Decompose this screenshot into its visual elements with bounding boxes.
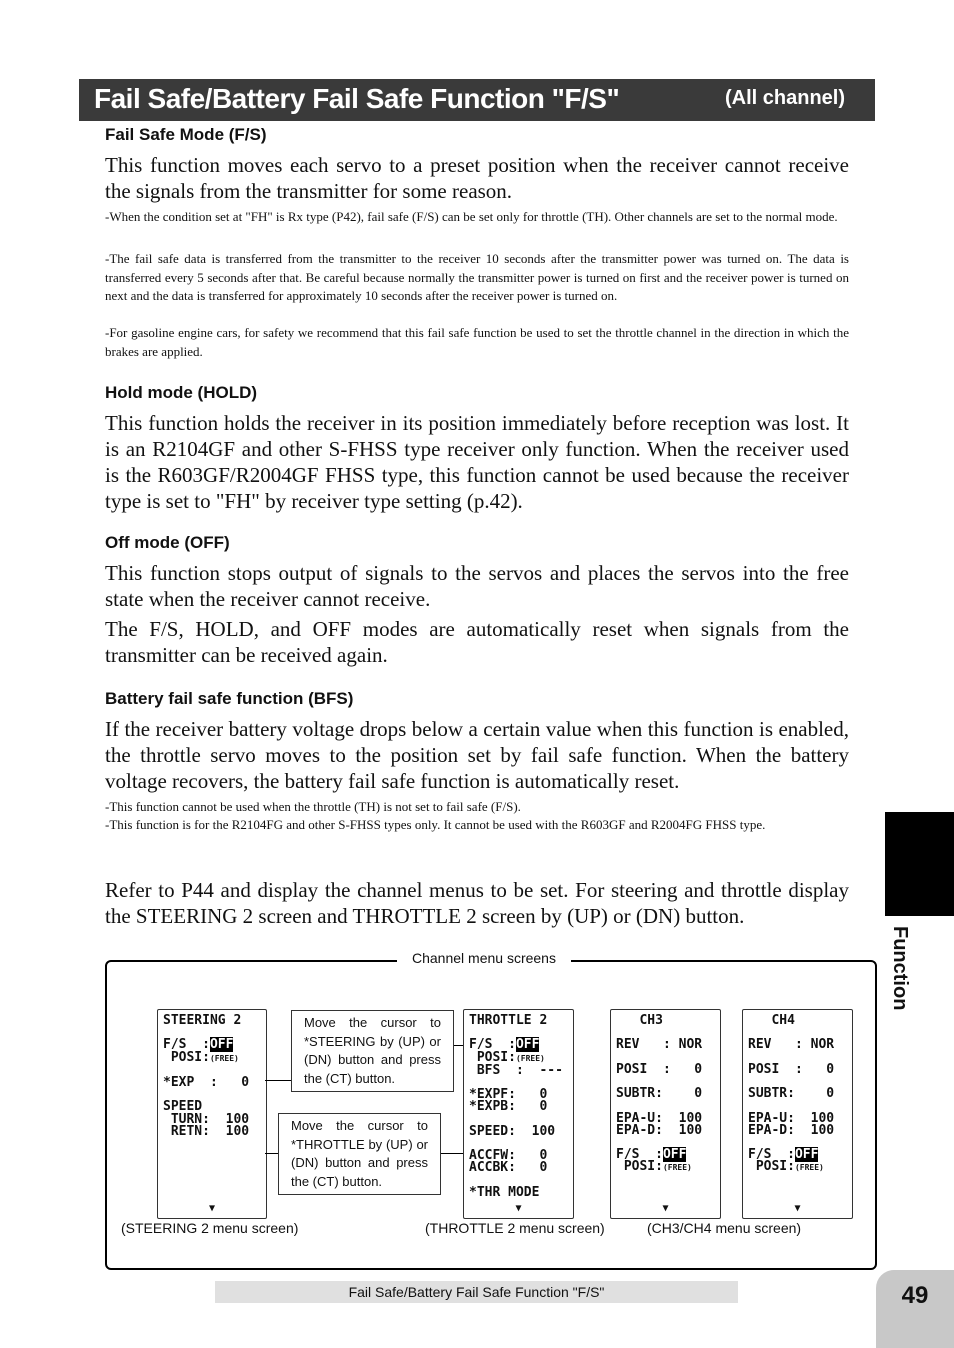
lcd-steering-off: OFF xyxy=(209,1037,234,1053)
lcd-ch3-lines: REV : NOR POSI : 0 SUBTR: 0 EPA-U: 100 EPA-D: 100 xyxy=(616,1037,703,1138)
paragraph-fail-safe: This function moves each servo to a preset position when the receiver cannot receive the signals from the transmitter for some reason. xyxy=(105,153,849,203)
paragraph-bfs: If the receiver battery voltage drops below a certain value when this function is enabled, the throttle servo moves to the position set by fail safe function. When the battery voltage recovers, the battery fail safe function is automatically reset. xyxy=(105,717,849,793)
note-bfs-2: -This function is for the R2104FG and other S-FHSS types only. It cannot be used with the R603GF and R2004FG FHSS type. xyxy=(105,817,766,832)
footer-title: Fail Safe/Battery Fail Safe Function "F/S" xyxy=(215,1281,738,1303)
lcd-ch4-lines: REV : NOR POSI : 0 SUBTR: 0 EPA-U: 100 EPA-D: 100 xyxy=(748,1037,835,1138)
page-number-tab xyxy=(876,1270,954,1348)
lcd-throttle-lines: BFS : --- *EXPF: 0 *EXPB: 0 SPEED: 100 ACCFW: 0 ACCBK: 0 *THR MODE xyxy=(469,1062,563,1200)
lcd-throttle-free: (FREE) xyxy=(515,1053,545,1063)
lcd-steering-fs: F/S : xyxy=(163,1037,210,1053)
heading-off: Off mode (OFF) xyxy=(105,533,230,552)
lcd-steering-posi: POSI: xyxy=(163,1049,210,1065)
lcd-ch3-free: (FREE) xyxy=(662,1163,692,1173)
paragraph-off-1: This function stops output of signals to the servos and places the servos into the free state when the receiver cannot receive. xyxy=(105,561,849,611)
lcd-steering-lines: *EXP : 0 SPEED TURN: 100 RETN: 100 xyxy=(163,1075,250,1139)
note-throttle: Move the cursor to *THROTTLE by (UP) or (DN) button and press the (CT) button. xyxy=(278,1113,441,1195)
title-bar xyxy=(79,79,875,121)
paragraph-refer: Refer to P44 and display the channel menus to be set. For steering and throttle display the STEERING 2 screen and THROTTLE 2 screen by (UP) or (DN) button. xyxy=(105,878,849,928)
lcd-ch4-fs: F/S : xyxy=(748,1147,795,1163)
heading-fail-safe: Fail Safe Mode (F/S) xyxy=(105,125,267,144)
note-fail-safe-3: -For gasoline engine cars, for safety we recommend that this fail safe function be used to set the throttle channel in the direction in which the brakes are applied. xyxy=(105,325,849,359)
paragraph-off-2: The F/S, HOLD, and OFF modes are automatically reset when signals from the transmitter can be received again. xyxy=(105,617,849,667)
lcd-ch3-off: OFF xyxy=(662,1147,687,1163)
lcd-ch4-free: (FREE) xyxy=(794,1163,824,1173)
lcd-steering-free: (FREE) xyxy=(209,1053,239,1063)
note-fail-safe-2: -The fail safe data is transferred from the transmitter to the receiver 10 seconds after the transmitter power was turned on. The data is transferred every 5 seconds after that. Be careful because normally the transmitter power is turned on first and the receiver power is turned on next and the data is transferred for approximately 10 seconds after the receiver power is turned on. xyxy=(105,251,849,303)
lcd-ch4-title: CH4 xyxy=(748,1013,795,1028)
lcd-ch3-posi: POSI: xyxy=(616,1159,663,1175)
page-number: 49 xyxy=(901,1282,929,1309)
heading-hold: Hold mode (HOLD) xyxy=(105,383,258,402)
note-fail-safe-1: -When the condition set at "FH" is Rx type (P42), fail safe (F/S) can be set only for throttle (TH). Other channels are set to the normal mode. xyxy=(105,209,838,224)
figure-caption: Channel menu screens xyxy=(397,950,571,966)
caption-throttle: (THROTTLE 2 menu screen) xyxy=(425,1220,605,1236)
side-tab xyxy=(885,812,954,916)
lcd-throttle-screen xyxy=(463,1009,574,1219)
caption-ch: (CH3/CH4 menu screen) xyxy=(647,1220,802,1236)
scroll-down-icon: ▼ xyxy=(208,1203,216,1214)
lcd-ch4-off: OFF xyxy=(794,1147,819,1163)
lcd-ch3-title: CH3 xyxy=(616,1013,663,1028)
lcd-throttle-posi: POSI: xyxy=(469,1049,516,1065)
page-subtitle: (All channel) xyxy=(724,87,845,109)
lcd-ch3-fs: F/S : xyxy=(616,1147,663,1163)
note-bfs-1: -This function cannot be used when the throttle (TH) is not set to fail safe (F/S). xyxy=(105,799,521,814)
lcd-ch4-screen xyxy=(742,1009,853,1219)
scroll-down-icon: ▼ xyxy=(662,1203,669,1214)
connector-line-steering-2 xyxy=(265,1153,278,1154)
scroll-down-icon: ▼ xyxy=(515,1203,522,1214)
lcd-steering-screen xyxy=(157,1009,267,1219)
scroll-down-icon: ▼ xyxy=(794,1203,801,1214)
connector-line-throttle-2 xyxy=(440,1153,463,1154)
page-title: Fail Safe/Battery Fail Safe Function "F/S" xyxy=(94,83,620,114)
note-steering: Move the cursor to *STEERING by (UP) or (DN) button and press the (CT) button. xyxy=(291,1010,454,1092)
lcd-steering-title: STEERING 2 xyxy=(163,1013,242,1028)
lcd-throttle-fs: F/S : xyxy=(469,1037,516,1053)
side-label-function: Function xyxy=(889,926,911,1011)
lcd-ch3-screen xyxy=(610,1009,721,1219)
lcd-throttle-off: OFF xyxy=(515,1037,540,1053)
connector-line-steering xyxy=(265,1080,291,1081)
heading-bfs: Battery fail safe function (BFS) xyxy=(105,689,354,708)
lcd-ch4-posi: POSI: xyxy=(748,1159,795,1175)
lcd-throttle-title: THROTTLE 2 xyxy=(469,1013,548,1028)
caption-steering: (STEERING 2 menu screen) xyxy=(121,1220,299,1236)
paragraph-hold: This function holds the receiver in its position immediately before reception was lost. It is an R2104GF and other S-FHSS type receiver only function. When the receiver used is the R603GF/R2004GF FHSS type, this function cannot be used because the receiver type is set to "FH" by receiver type setting (p.42). xyxy=(105,411,849,513)
